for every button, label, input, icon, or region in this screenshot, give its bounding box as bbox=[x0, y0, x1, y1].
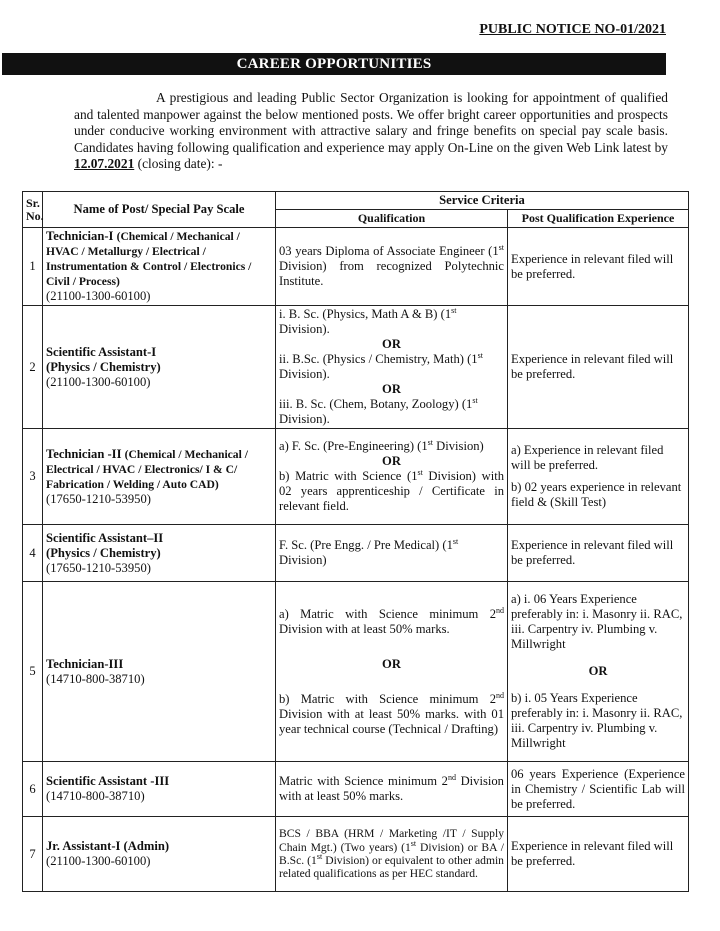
post-cell bbox=[43, 306, 276, 429]
qualification-option-1: i. B. Sc. (Physics, Math A & B) (1st Division). bbox=[279, 305, 457, 336]
post-cell bbox=[43, 429, 276, 525]
experience-text: Experience in relevant filed will be preferred. bbox=[511, 251, 674, 281]
pay-scale: (17650-1210-53950) bbox=[46, 491, 151, 506]
or-label: OR bbox=[382, 382, 401, 396]
qualification-option-a: a) F. Sc. (Pre-Engineering) (1st Division) bbox=[279, 437, 484, 453]
post-cell bbox=[43, 582, 276, 762]
qualification-option-a: a) Matric with Science minimum 2nd Division with at least 50% marks. bbox=[279, 605, 504, 636]
experience-option-a: a) Experience in relevant filed will be preferred. bbox=[511, 443, 664, 472]
experience-cell bbox=[508, 228, 689, 306]
qualification-cell bbox=[276, 306, 508, 429]
sr-number: 2 bbox=[23, 306, 43, 429]
post-cell bbox=[43, 817, 276, 892]
post-title: Scientific Assistant -III bbox=[46, 774, 170, 788]
post-title: Technician -II bbox=[46, 446, 122, 461]
header-qualification: Qualification bbox=[276, 210, 508, 228]
qualification-option-b: b) Matric with Science (1st Division) with 02 years apprenticeship / Certificate in relevant field. bbox=[279, 467, 504, 513]
table-row bbox=[23, 306, 689, 429]
table-row bbox=[23, 228, 689, 306]
sr-number: 5 bbox=[23, 582, 43, 762]
experience-option-b: b) 02 years experience in relevant field & (Skill Test) bbox=[511, 480, 682, 509]
sr-number: 4 bbox=[23, 525, 43, 582]
experience-cell bbox=[508, 525, 689, 582]
experience-text: Experience in relevant filed will be preferred. bbox=[511, 839, 674, 868]
qualification-option-2: ii. B.Sc. (Physics / Chemistry, Math) (1st Division). bbox=[279, 350, 483, 381]
qualification-cell bbox=[276, 525, 508, 582]
pay-scale: (21100-1300-60100) bbox=[46, 854, 151, 868]
intro-text: A prestigious and leading Public Sector Organization is looking for appointment of qualified and talented manpower against the below mentioned posts. We offer bright career opportunities and prospects under conducive working environment with attractive salary and fringe benefits on special pay scale basis. Candidates having following qualification and experience may apply On-Line on the given Web Link latest by bbox=[74, 90, 668, 155]
qualification-option-3: iii. B. Sc. (Chem, Botany, Zoology) (1st Division). bbox=[279, 395, 478, 426]
or-label: OR bbox=[382, 454, 401, 468]
experience-text: Experience in relevant filed will be preferred. bbox=[511, 352, 674, 381]
post-disciplines: (Physics / Chemistry) bbox=[46, 359, 161, 374]
experience-cell bbox=[508, 817, 689, 892]
sr-number: 3 bbox=[23, 429, 43, 525]
header-experience: Post Qualification Experience bbox=[508, 210, 689, 228]
qualification-cell bbox=[276, 762, 508, 817]
experience-cell bbox=[508, 429, 689, 525]
pay-scale: (21100-1300-60100) bbox=[46, 289, 151, 303]
post-title: Scientific Assistant-I bbox=[46, 344, 157, 359]
qualification-text: 03 years Diploma of Associate Engineer (1st Division) from recognized Polytechnic Institute. bbox=[279, 242, 504, 288]
post-cell bbox=[43, 228, 276, 306]
qualification-cell bbox=[276, 582, 508, 762]
or-label: OR bbox=[588, 664, 608, 678]
qualification-cell bbox=[276, 429, 508, 525]
header-post: Name of Post/ Special Pay Scale bbox=[43, 192, 276, 228]
experience-cell bbox=[508, 582, 689, 762]
post-title: Jr. Assistant-I (Admin) bbox=[46, 839, 170, 853]
experience-option-a: a) i. 06 Years Experience preferably in: i. Masonry ii. RAC, iii. Carpentry iv. Plumbing v. Millwright bbox=[511, 592, 683, 651]
experience-option-b: b) i. 05 Years Experience preferably in: i. Masonry ii. RAC, iii. Carpentry iv. Plumbing v. Millwright bbox=[511, 691, 683, 750]
table-row bbox=[23, 762, 689, 817]
notice-number: PUBLIC NOTICE NO-01/2021 bbox=[479, 22, 666, 37]
post-disciplines: (Chemical / Mechanical / Electrical / HVAC / Electronics/ I & C/ Fabrication / Welding / Auto CAD) bbox=[46, 447, 248, 491]
or-label: OR bbox=[382, 656, 401, 671]
post-title: Technician-I bbox=[46, 229, 114, 243]
post-disciplines: (Chemical / Mechanical / HVAC / Metallurgy / Electrical / Instrumentation & Control / Electronics / Civil / Process) bbox=[46, 230, 252, 288]
closing-date: 12.07.2021 bbox=[74, 156, 135, 171]
qualification-text: Matric with Science minimum 2nd Division with at least 50% marks. bbox=[279, 772, 504, 803]
post-cell bbox=[43, 525, 276, 582]
pay-scale: (17650-1210-53950) bbox=[46, 560, 151, 575]
or-label: OR bbox=[382, 337, 401, 351]
table-row bbox=[23, 817, 689, 892]
header-criteria: Service Criteria bbox=[276, 192, 689, 210]
table-row bbox=[23, 582, 689, 762]
intro-paragraph bbox=[74, 90, 668, 173]
table-row bbox=[23, 525, 689, 582]
post-title: Technician-III bbox=[46, 656, 124, 671]
pay-scale: (14710-800-38710) bbox=[46, 789, 145, 803]
pay-scale: (14710-800-38710) bbox=[46, 671, 145, 686]
sr-number: 6 bbox=[23, 762, 43, 817]
experience-text: Experience in relevant filed will be preferred. bbox=[511, 538, 674, 567]
sr-number: 7 bbox=[23, 817, 43, 892]
pay-scale: (21100-1300-60100) bbox=[46, 374, 151, 389]
qualification-cell bbox=[276, 817, 508, 892]
qualification-option-b: b) Matric with Science minimum 2nd Division with at least 50% marks. with 01 year technical course (Technical / Drafting) bbox=[279, 690, 504, 736]
intro-text-end: (closing date): - bbox=[137, 156, 223, 171]
posts-table bbox=[22, 191, 689, 892]
experience-cell bbox=[508, 306, 689, 429]
experience-cell bbox=[508, 762, 689, 817]
qualification-text: BCS / BBA (HRM / Marketing /IT / Supply Chain Mgt.) (Two years) (1st Division) or BA / B.Sc. (1st Division) or equivalent to other admin related qualifications as per HEC standard. bbox=[279, 827, 504, 881]
post-cell bbox=[43, 762, 276, 817]
qualification-text: F. Sc. (Pre Engg. / Pre Medical) (1st Division) bbox=[279, 536, 459, 567]
qualification-cell bbox=[276, 228, 508, 306]
post-disciplines: (Physics / Chemistry) bbox=[46, 545, 161, 560]
post-title: Scientific Assistant–II bbox=[46, 530, 164, 545]
table-row bbox=[23, 429, 689, 525]
experience-text: 06 years Experience (Experience in Chemistry / Scientific Lab will be preferred. bbox=[511, 766, 686, 811]
header-sr: Sr. No. bbox=[23, 192, 43, 228]
banner-title: CAREER OPPORTUNITIES bbox=[2, 53, 666, 75]
sr-number: 1 bbox=[23, 228, 43, 306]
